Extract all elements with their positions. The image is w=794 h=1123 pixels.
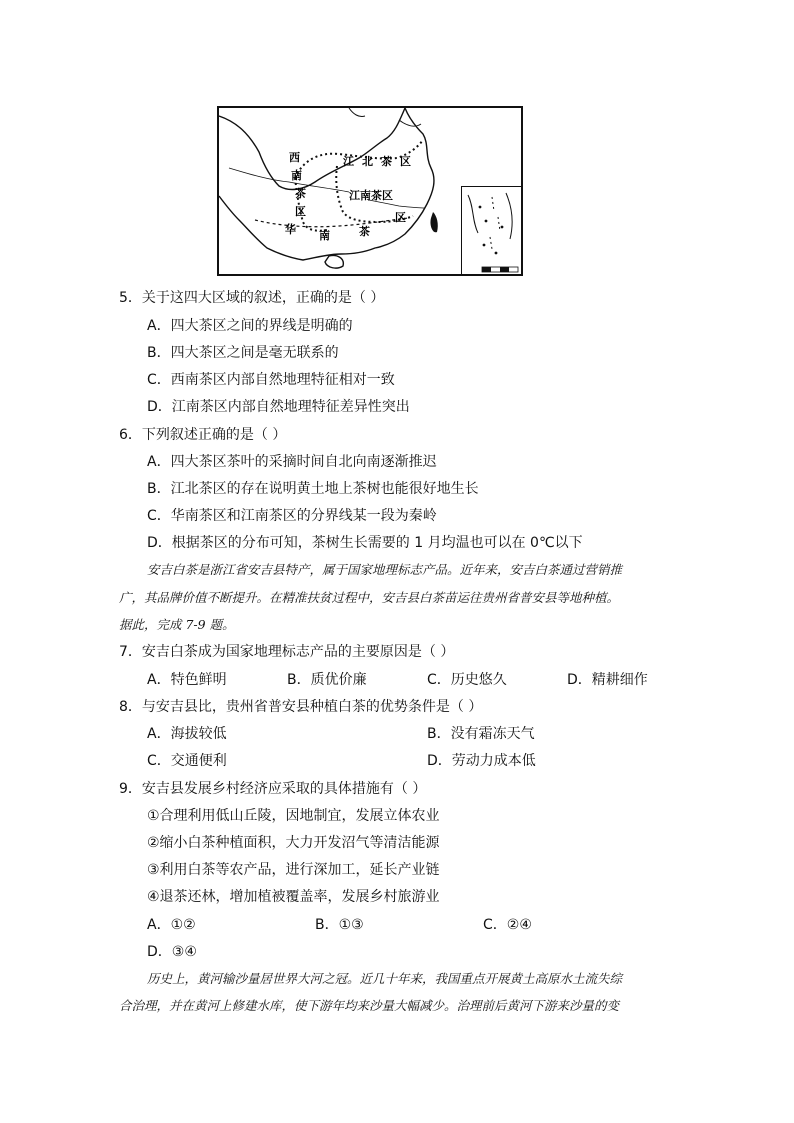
- q8-option-c: C．交通便利: [147, 753, 227, 769]
- material1-line1: 安吉白茶是浙江省安吉县特产，属于国家地理标志产品。近年来，安吉白茶通过营销推: [147, 562, 623, 577]
- label-huanan-4: 区: [395, 211, 406, 224]
- q6-option-c: C．华南茶区和江南茶区的分界线某一段为秦岭: [147, 508, 437, 524]
- q6-option-b: B．江北茶区的存在说明黄土地上茶树也能很好地生长: [147, 481, 479, 497]
- q6-option-a: A．四大茶区茶叶的采摘时间自北向南逐渐推迟: [147, 454, 437, 470]
- q5-option-d: D．江南茶区内部自然地理特征差异性突出: [147, 399, 410, 415]
- q9-option-d: D．③④: [147, 944, 197, 960]
- q8-option-b: B．没有霜冻天气: [427, 726, 535, 742]
- q5-option-a: A．四大茶区之间的界线是明确的: [147, 318, 353, 334]
- q6-stem: 6．下列叙述正确的是（ ）: [119, 427, 287, 443]
- q5-stem: 5．关于这四大区域的叙述，正确的是（ ）: [119, 290, 385, 306]
- q6-option-d: D．根据茶区的分布可知，茶树生长需要的 1 月均温也可以在 0℃以下: [147, 535, 583, 551]
- q8-stem: 8．与安吉县比，贵州省普安县种植白茶的优势条件是（ ）: [119, 699, 483, 715]
- label-huanan-1: 华: [285, 223, 296, 236]
- label-xinan-3: 茶: [295, 187, 306, 200]
- material2-line1: 历史上，黄河输沙量居世界大河之冠。近几十年来，我国重点开展黄土高原水土流失综: [147, 971, 623, 986]
- material1-line3: 据此，完成 7-9 题。: [119, 617, 235, 632]
- q9-statement-4: ④退茶还林，增加植被覆盖率，发展乡村旅游业: [147, 889, 440, 905]
- tea-region-map: [217, 106, 523, 276]
- label-huanan-2: 南: [319, 229, 330, 242]
- q7-option-c: C．历史悠久: [427, 672, 507, 688]
- label-huanan-3: 茶: [359, 225, 370, 238]
- q9-option-b: B．①③: [315, 917, 364, 933]
- q8-option-a: A．海拔较低: [147, 726, 227, 742]
- q7-option-d: D．精耕细作: [567, 672, 648, 688]
- q9-statement-2: ②缩小白茶种植面积，大力开发沼气等清洁能源: [147, 835, 440, 851]
- q7-option-b: B．质优价廉: [287, 672, 367, 688]
- q8-option-d: D．劳动力成本低: [427, 753, 536, 769]
- q9-statement-1: ①合理利用低山丘陵，因地制宜，发展立体农业: [147, 808, 440, 824]
- q7-option-a: A．特色鲜明: [147, 672, 227, 688]
- q5-option-c: C．西南茶区内部自然地理特征相对一致: [147, 372, 395, 388]
- south-china-sea-inset: [461, 186, 523, 276]
- label-xinan-2: 南: [291, 169, 302, 182]
- label-jiangnan: 江南茶区: [349, 189, 393, 202]
- label-xinan-4: 区: [295, 205, 306, 218]
- label-xinan-1: 西: [289, 151, 300, 164]
- q9-option-c: C．②④: [483, 917, 532, 933]
- material2-line2: 合治理，并在黄河上修建水库，使下游年均来沙量大幅减少。治理前后黄河下游来沙量的变: [119, 998, 620, 1013]
- q9-stem: 9．安吉县发展乡村经济应采取的具体措施有（ ）: [119, 781, 427, 797]
- q7-stem: 7．安吉白茶成为国家地理标志产品的主要原因是（ ）: [119, 644, 455, 660]
- q9-option-a: A．①②: [147, 917, 196, 933]
- inset-drawing: [462, 187, 522, 275]
- q9-statement-3: ③利用白茶等农产品，进行深加工，延长产业链: [147, 862, 440, 878]
- material1-line2: 广，其品牌价值不断提升。在精准扶贫过程中，安吉县白茶苗运往贵州省普安县等地种植。: [119, 590, 620, 605]
- q5-option-b: B．四大茶区之间是毫无联系的: [147, 345, 339, 361]
- label-jiangbei: 江北茶区: [343, 155, 419, 168]
